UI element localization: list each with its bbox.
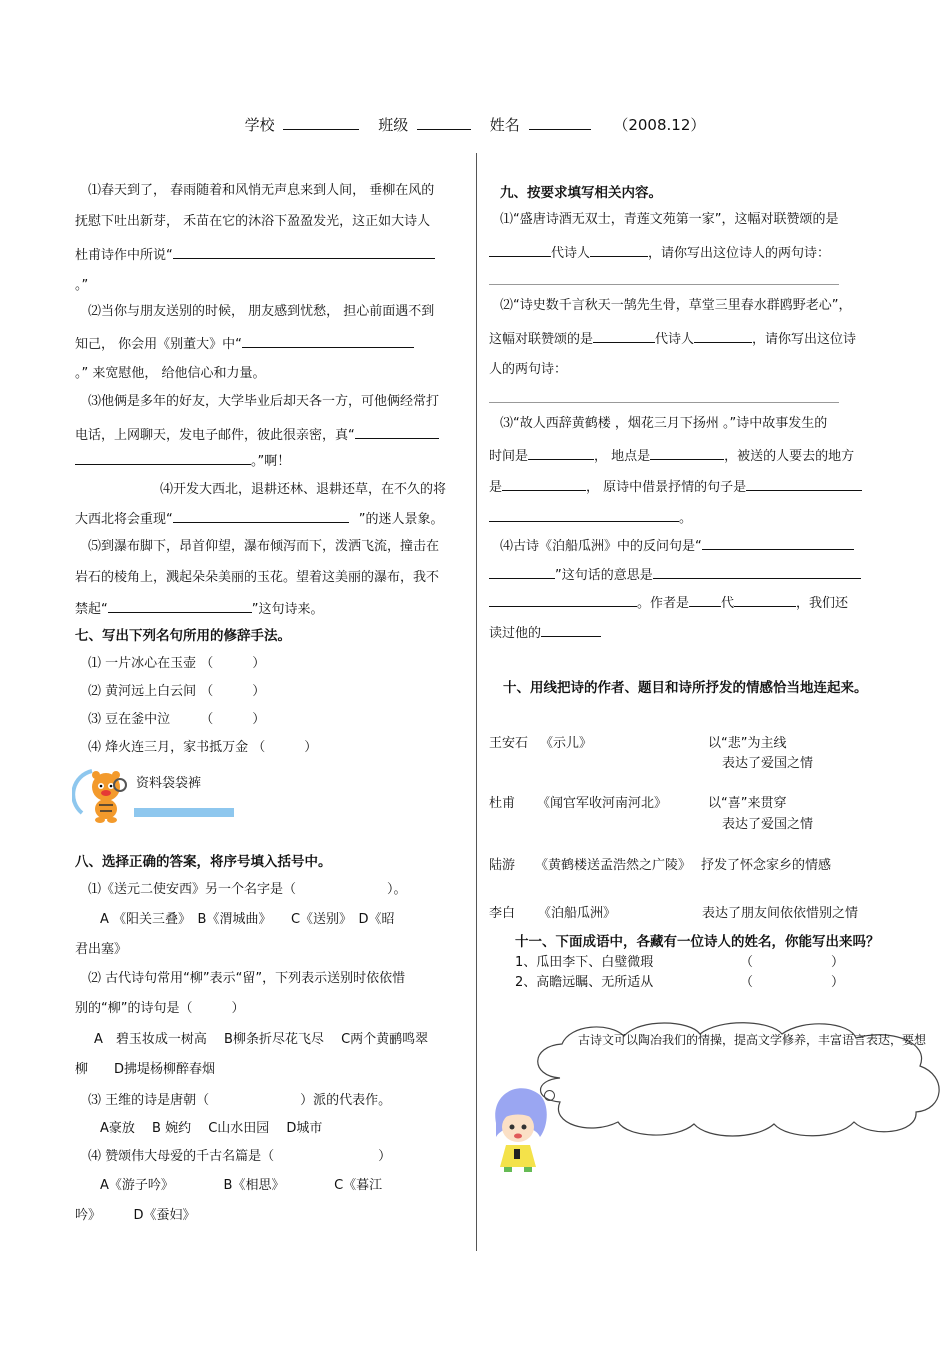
s11-item-2-paren[interactable]: （ ）: [740, 975, 845, 990]
s9-q2-line2: [489, 330, 856, 348]
s9-q4-question-blank-a[interactable]: [702, 537, 854, 550]
s10-row1-poem: 《示儿》: [540, 736, 593, 751]
s9-q3-text-c: ，被送的人要去的地方: [724, 449, 855, 464]
s7-item-2: ⑵ 黄河远上白云间 （ ）: [88, 684, 266, 699]
s9-q4-text-a: ⑷古诗《泊船瓜洲》中的反问句是“: [500, 539, 702, 554]
s10-row4-feel: 表达了朋友间依依惜别之情: [702, 906, 859, 921]
section8-title: 八、选择正确的答案，将序号填入括号中。: [75, 854, 332, 870]
section10-title: 十、用线把诗的作者、题目和诗所抒发的情感恰当地连起来。: [503, 680, 868, 696]
q5-line3-text-b: ”这句诗来。: [251, 602, 324, 617]
s9-q3-place-blank[interactable]: [650, 447, 724, 460]
resource-label: 资料袋袋裤: [136, 776, 202, 791]
q5-line1: ⑸到瀑布脚下，昂首仰望，瀑布倾泻而下，泼洒飞流，撞击在: [88, 539, 440, 554]
s9-q1-line1: ⑴“盛唐诗酒无双士，青莲文苑第一家”，这幅对联赞颂的是: [500, 212, 839, 227]
s9-q3-dest-blank[interactable]: [502, 478, 586, 491]
q1-line3-text: 杜甫诗作中所说“: [75, 248, 173, 263]
q4-line2-text-a: 大西北将会重现“: [75, 512, 173, 527]
column-divider: [476, 153, 477, 1251]
s10-row3-author: 陆游: [489, 858, 516, 873]
s9-q4-text-b: ”这句话的意思是: [555, 568, 653, 583]
s9-q4-line4: [489, 624, 601, 642]
class-blank[interactable]: [417, 115, 471, 130]
s9-q2-line1: ⑵“诗史数千言秋天一鹄先生骨，草堂三里春水群鸥野老心”，: [500, 298, 852, 313]
q2-answer-blank[interactable]: [242, 335, 414, 348]
s9-q4-text-f: 读过他的: [489, 626, 542, 641]
s9-q3-time-blank[interactable]: [528, 447, 594, 460]
name-label: 姓名: [489, 116, 520, 134]
s8-q1-line1: ⑴《送元二使安西》另一个名字是（ ）。: [88, 882, 407, 897]
q5-answer-blank[interactable]: [108, 600, 252, 613]
s8-q3-line2: A豪放 B 婉约 C山水田园 D城市: [100, 1121, 323, 1136]
s9-q4-line1: [500, 537, 854, 555]
q1-line3: [75, 246, 435, 264]
s9-q4-line2: [489, 566, 861, 584]
s9-q2-dynasty-blank[interactable]: [593, 330, 655, 343]
s9-q4-works-blank[interactable]: [541, 624, 601, 637]
q2-line2-text: 知己， 你会用《别董大》中“: [75, 337, 242, 352]
s8-q4-line3: 吟》 D《蚕妇》: [75, 1208, 196, 1223]
s9-q3-text-b: ， 地点是: [594, 449, 651, 464]
q1-line1: ⑴春天到了， 春雨随着和风悄无声息来到人间， 垂柳在风的: [88, 183, 435, 198]
s10-row2-poem: 《闻官军收河南河北》: [537, 796, 668, 811]
q3-line1: ⑶他俩是多年的好友，大学毕业后却天各一方，可他俩经常打: [88, 394, 440, 409]
s8-q1-line3: 君出塞》: [75, 942, 128, 957]
s10-row2-sub: 表达了爱国之情: [722, 817, 814, 832]
s9-q3-line1: ⑶“故人西辞黄鹤楼 ，烟花三月下扬州 。”诗中故事发生的: [500, 416, 828, 431]
s9-q3-text-d: 是: [489, 480, 503, 495]
s9-q1-text-b: ，请你写出这位诗人的两句诗：: [648, 246, 831, 261]
resource-bar: [134, 808, 234, 817]
tiger-mascot-illustration: [72, 765, 132, 825]
s9-q4-text-d: 代: [721, 596, 735, 611]
s7-item-4: ⑷ 烽火连三月，家书抵万金 （ ）: [88, 740, 318, 755]
q2-line1: ⑵当你与朋友送别的时候， 朋友感到忧愁， 担心前面遇不到: [88, 304, 435, 319]
s9-q1-dynasty-blank[interactable]: [489, 244, 551, 257]
s9-q2-text-c: ，请你写出这位诗: [752, 332, 857, 347]
q3-line3-text: 。”啊！: [251, 454, 291, 469]
q2-line3: 。” 来宽慰他， 给他信心和力量。: [75, 366, 266, 381]
s9-q2-text-a: 这幅对联赞颂的是: [489, 332, 594, 347]
s9-q4-meaning-blank-b[interactable]: [489, 594, 637, 607]
q4-line2: [75, 510, 444, 528]
name-blank[interactable]: [529, 115, 591, 130]
s8-q2-line3: A 碧玉妆成一树高 B柳条折尽花飞尽 C两个黄鹂鸣翠: [94, 1032, 429, 1047]
s9-q1-poet-blank[interactable]: [590, 244, 648, 257]
s9-q4-dynasty-blank[interactable]: [689, 594, 721, 607]
q1-line2: 抚慰下吐出新芽， 禾苗在它的沐浴下盈盈发光，这正如大诗人: [75, 214, 431, 229]
s8-q2-line1: ⑵ 古代诗句常用“柳”表示“留”，下列表示送别时依依惜: [88, 971, 406, 986]
q4-answer-blank[interactable]: [173, 510, 349, 523]
q1-line4: 。”: [75, 278, 89, 293]
s9-q3-line2: [489, 447, 854, 465]
s8-q2-line4: 柳 D拂堤杨柳醉春烟: [75, 1062, 216, 1077]
q2-line2: [75, 335, 414, 353]
page-header: [0, 114, 950, 135]
s9-q3-text-f: 。: [679, 511, 693, 526]
s9-q2-line3: 人的两句诗：: [489, 362, 568, 377]
s10-row1-sub: 表达了爱国之情: [722, 756, 814, 771]
s8-q4-line1: ⑷ 赞颂伟大母爱的千古名篇是（ ）: [88, 1149, 392, 1164]
s8-q2-line2: 别的“柳”的诗句是（ ）: [75, 1001, 245, 1016]
s9-q3-line4: [489, 509, 692, 527]
s8-q4-line2: A《游子吟》 B《相思》 C《暮江: [100, 1178, 383, 1193]
q3-line2-text: 电话，上网聊天，发电子邮件，彼此很亲密，真“: [75, 428, 355, 443]
s9-q3-sentence-blank-b[interactable]: [489, 509, 679, 522]
s9-q4-author-blank[interactable]: [734, 594, 796, 607]
s10-row2-author: 杜甫: [489, 796, 516, 811]
section11-title: 十一、下面成语中，各藏有一位诗人的姓名，你能写出来吗？: [515, 934, 880, 950]
date-label: （2008.12）: [613, 116, 706, 134]
s9-q3-text-e: ， 原诗中借景抒情的句子是: [586, 480, 747, 495]
s10-row3-poem: 《黄鹤楼送孟浩然之广陵》: [535, 858, 692, 873]
s8-q3-line1: ⑶ 王维的诗是唐朝（ ）派的代表作。: [88, 1093, 392, 1108]
s11-item-2: 2、高瞻远瞩、无所适从: [515, 975, 654, 990]
girl-mascot-illustration: [490, 1083, 548, 1173]
section9-title: 九、按要求填写相关内容。: [500, 185, 662, 201]
q5-line2: 岩石的棱角上，溅起朵朵美丽的玉花。望着这美丽的瀑布，我不: [75, 570, 440, 585]
s9-q4-line3: [489, 594, 848, 612]
q5-line3: [75, 600, 324, 618]
q4-line1: ⑷开发大西北，退耕还林、退耕还草，在不久的将: [160, 482, 447, 497]
s9-q4-meaning-blank-a[interactable]: [653, 566, 861, 579]
s9-q1-text-a: 代诗人: [551, 246, 591, 261]
school-blank[interactable]: [283, 115, 359, 130]
q3-answer-blank-a[interactable]: [355, 426, 439, 439]
q1-answer-blank[interactable]: [173, 246, 435, 259]
q3-line2: [75, 426, 439, 444]
s10-row4-author: 李白: [489, 906, 516, 921]
q3-line3: [75, 452, 290, 470]
s9-q3-text-a: 时间是: [489, 449, 529, 464]
class-label: 班级: [378, 116, 409, 134]
s7-item-1: ⑴ 一片冰心在玉壶 （ ）: [88, 656, 266, 671]
s9-q2-text-b: 代诗人: [655, 332, 695, 347]
school-label: 学校: [244, 116, 275, 134]
q3-answer-blank-b[interactable]: [75, 452, 251, 465]
s10-row3-feel: 抒发了怀念家乡的情感: [701, 858, 832, 873]
cloud-text: 古诗文可以陶冶我们的情操，提高文学修养，丰富语言表达，要想: [578, 1033, 927, 1047]
s10-row1-author: 王安石: [489, 736, 529, 751]
s9-q1-answer-line[interactable]: [489, 284, 839, 285]
q5-line3-text-a: 禁起“: [75, 602, 108, 617]
s9-q4-text-c: 。作者是: [637, 596, 690, 611]
s11-item-1-paren[interactable]: （ ）: [740, 955, 845, 970]
s11-item-1: 1、瓜田李下、白璧微瑕: [515, 955, 654, 970]
s9-q4-text-e: ，我们还: [796, 596, 849, 611]
section7-title: 七、写出下列名句所用的修辞手法。: [75, 628, 291, 644]
s9-q3-sentence-blank-a[interactable]: [746, 478, 862, 491]
s9-q2-answer-line[interactable]: [489, 402, 839, 403]
s10-row1-feel: 以“悲”为主线: [708, 736, 787, 751]
s9-q3-line3: [489, 478, 862, 496]
s10-row4-poem: 《泊船瓜洲》: [538, 906, 617, 921]
s9-q4-question-blank-b[interactable]: [489, 566, 555, 579]
s10-row2-feel: 以“喜”来贯穿: [708, 796, 787, 811]
q4-line2-text-b: ”的迷人景象。: [358, 512, 444, 527]
s7-item-3: ⑶ 豆在釜中泣 （ ）: [88, 712, 266, 727]
s9-q2-poet-blank[interactable]: [694, 330, 752, 343]
s8-q1-line2: A 《阳关三叠》 B《渭城曲》 C《送别》 D《昭: [100, 912, 395, 927]
s9-q1-line2: [489, 244, 830, 262]
